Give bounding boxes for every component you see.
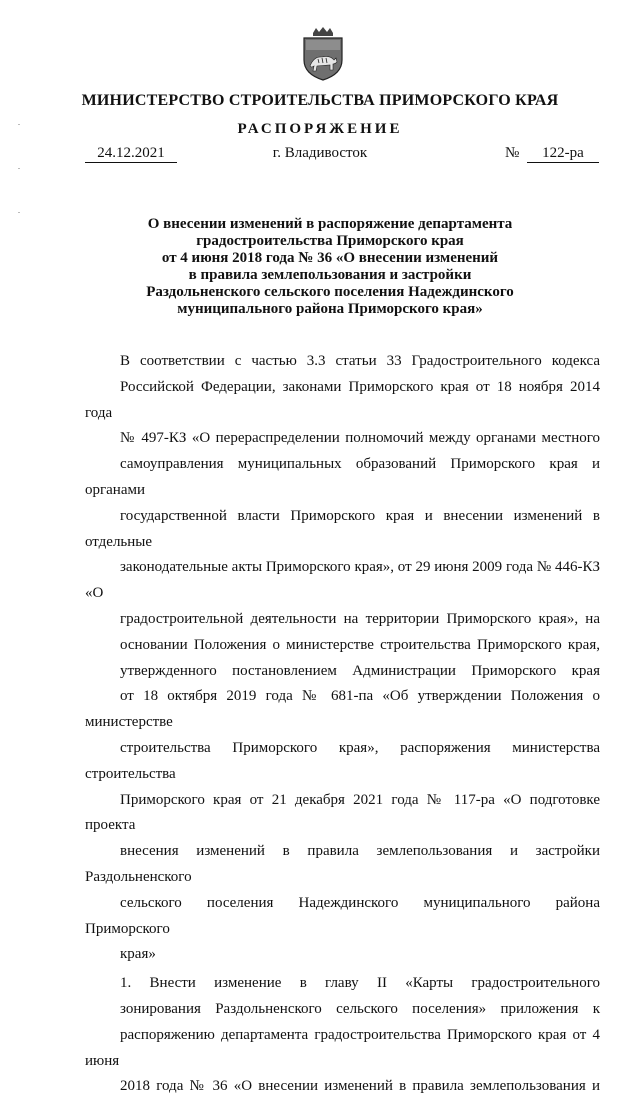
number-value: 122-ра (527, 144, 599, 163)
text-line: самоуправления муниципальных образований Приморского края и органами (85, 456, 600, 498)
document-title (110, 216, 550, 318)
ministry-name: МИНИСТЕРСТВО СТРОИТЕЛЬСТВА ПРИМОРСКОГО КРАЯ (81, 92, 559, 109)
title-line: Раздольненского сельского поселения Надеждинского (146, 284, 514, 300)
text-line: края» (120, 946, 156, 963)
document-city: г. Владивосток (272, 145, 368, 161)
text-line: утвержденного постановлением Администрации Приморского края (120, 662, 600, 679)
scan-mark (18, 212, 20, 213)
text-line: градостроительной деятельности на территории Приморского края», на (120, 610, 600, 627)
preamble-paragraph (85, 349, 600, 968)
text-line: основании Положения о министерстве строительства Приморского края, (120, 636, 600, 653)
scan-mark (18, 168, 20, 169)
text-line: государственной власти Приморского края и внесении изменений в отдельные (85, 507, 600, 550)
title-line: в правила землепользования и застройки (188, 267, 472, 283)
title-line: муниципального района Приморского края» (177, 301, 483, 317)
text-line: внесения изменений в правила землепользования и застройки Раздольненского (85, 843, 600, 885)
document-body (85, 349, 600, 1100)
clause-1-paragraph (85, 971, 600, 1100)
title-line: О внесении изменений в распоряжение департамента (147, 216, 513, 232)
text-line: № 497-КЗ «О перераспределении полномочий между органами местного (120, 430, 600, 447)
text-line: распоряжению департамента градостроительства Приморского края от 4 июня (85, 1026, 600, 1069)
text-line: зонирования Раздольненского сельского поселения» приложения к (120, 1000, 600, 1017)
text-line: Российской Федерации, законами Приморского края от 18 ноября 2014 года (85, 378, 600, 421)
text-line: сельского поселения Надеждинского муниципального района Приморского (85, 894, 600, 937)
document-number (505, 144, 599, 163)
text-line: В соответствии с частью 3.3 статьи 33 Градостроительного кодекса (120, 353, 600, 369)
coat-of-arms-icon (300, 26, 346, 82)
scan-mark (18, 124, 20, 125)
text-line: от 18 октября 2019 года № 681-па «Об утверждении Положения о министерстве (85, 688, 600, 731)
text-line: 2018 года № 36 «О внесении изменений в правила землепользования и (120, 1078, 600, 1095)
text-line: 1. Внести изменение в главу II «Карты градостроительного (120, 975, 600, 992)
number-sign: № (505, 145, 520, 161)
text-line: законодательные акты Приморского края», от 29 июня 2009 года № 446-КЗ «О (85, 559, 600, 602)
title-line: от 4 июня 2018 года № 36 «О внесении изменений (161, 250, 499, 266)
document-date: 24.12.2021 (85, 144, 177, 163)
document-type: РАСПОРЯЖЕНИЕ (237, 121, 403, 137)
text-line: Приморского края от 21 декабря 2021 года № 117-ра «О подготовке проекта (85, 791, 600, 834)
title-line: градостроительства Приморского края (196, 233, 464, 249)
text-line: строительства Приморского края», распоряжения министерства строительства (85, 739, 600, 782)
